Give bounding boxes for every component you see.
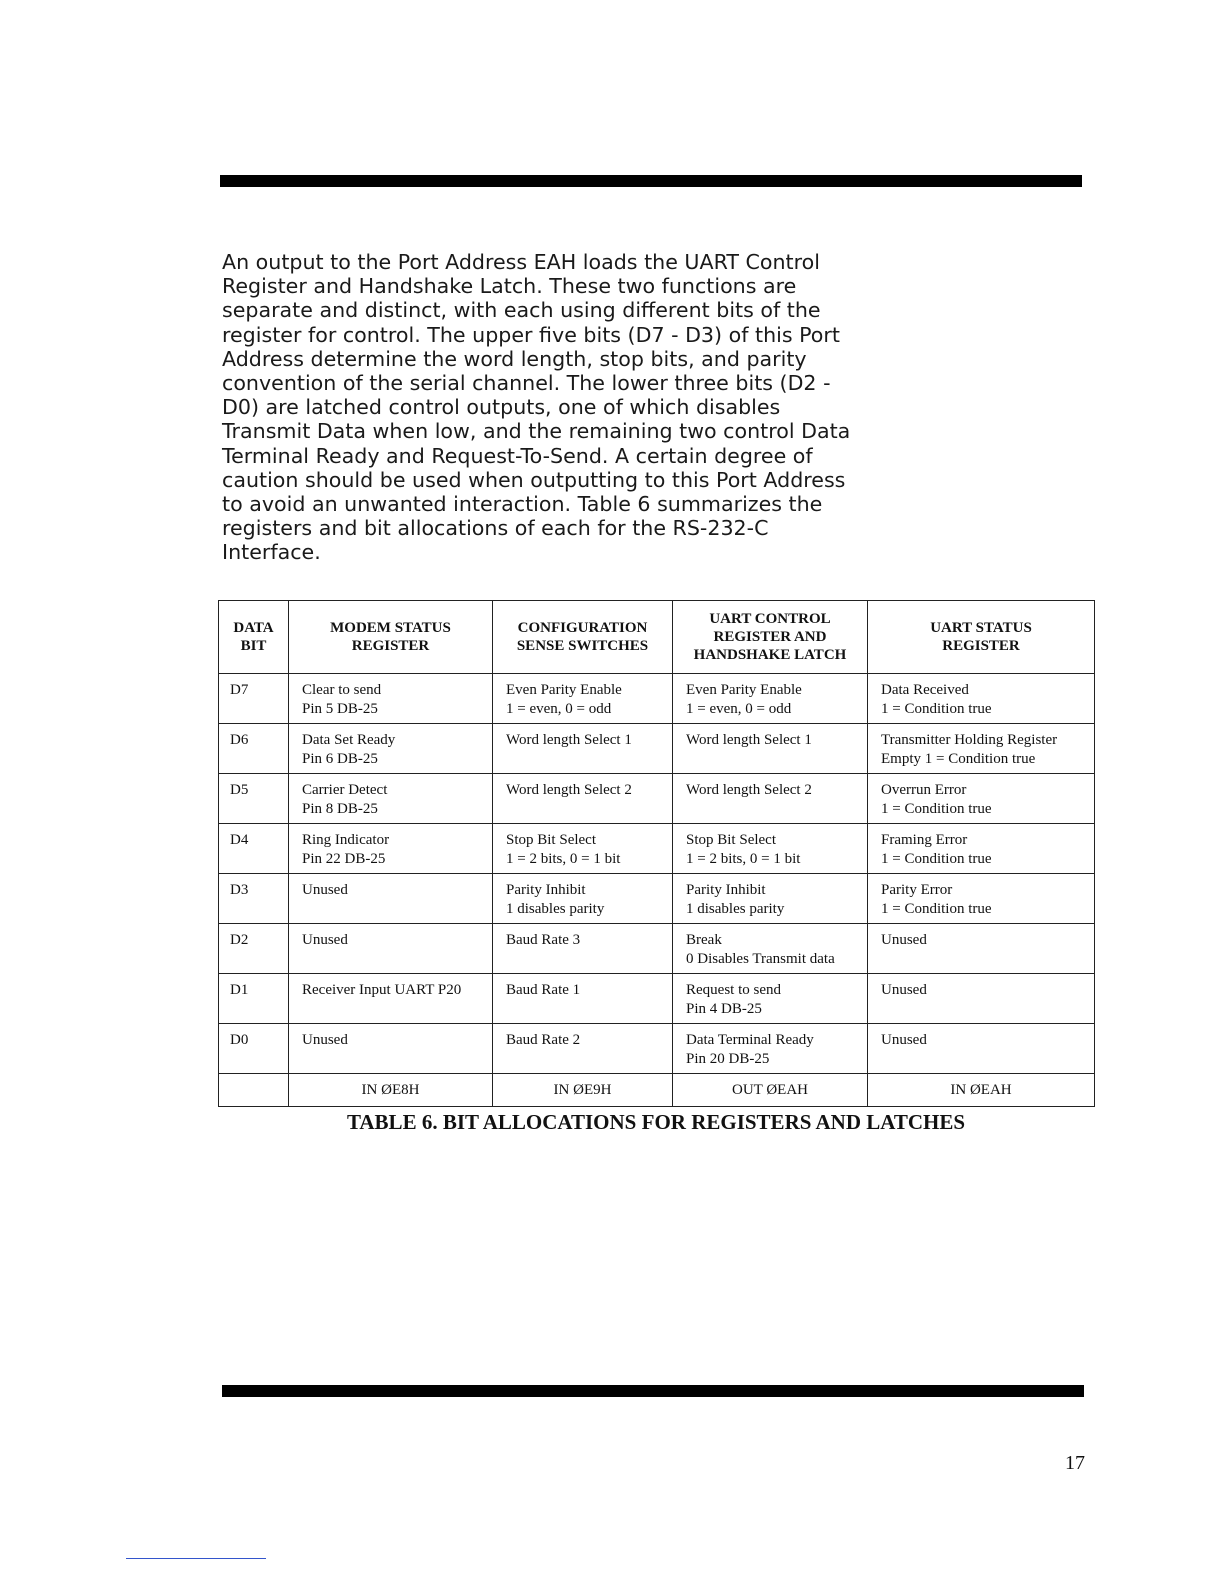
bit-cell: D4: [219, 824, 289, 874]
footer-link-line: [126, 1558, 266, 1559]
bit-cell: D0: [219, 1024, 289, 1074]
uart-control-cell: Word length Select 1: [673, 724, 868, 774]
config-cell: Baud Rate 2: [493, 1024, 673, 1074]
table-footer-row: [219, 1074, 1095, 1107]
config-cell: Parity Inhibit 1 disables parity: [493, 874, 673, 924]
header-data-bit: DATA BIT: [219, 601, 289, 674]
footer-uart-control-port: OUT ØEAH: [673, 1074, 868, 1107]
config-cell: Word length Select 1: [493, 724, 673, 774]
intro-paragraph: An output to the Port Address EAH loads the UART Control Register and Handshake Latch. These two functions are separate and distinct, with each using different bits of the register for control. The upper five bits (D7 - D3) of this Port Address determine the word length, stop bits, and parity convention of the serial channel. The lower three bits (D2 - D0) are latched control outputs, one of which disables Transmit Data when low, and the remaining two control Data Terminal Ready and Request-To-Send. A certain degree of caution should be used when outputting to this Port Address to avoid an unwanted interaction. Table 6 summarizes the registers and bit allocations of each for the RS-232-C Interface.: [222, 250, 851, 565]
uart-control-cell: Even Parity Enable 1 = even, 0 = odd: [673, 674, 868, 724]
config-cell: Baud Rate 3: [493, 924, 673, 974]
modem-cell: Ring Indicator Pin 22 DB-25: [289, 824, 493, 874]
bit-cell: D2: [219, 924, 289, 974]
config-cell: Even Parity Enable 1 = even, 0 = odd: [493, 674, 673, 724]
config-cell: Stop Bit Select 1 = 2 bits, 0 = 1 bit: [493, 824, 673, 874]
modem-cell: Unused: [289, 874, 493, 924]
page-number: 17: [1065, 1452, 1085, 1474]
bottom-rule: [222, 1385, 1084, 1397]
bit-cell: D5: [219, 774, 289, 824]
header-uart-control: UART CONTROL REGISTER AND HANDSHAKE LATCH: [673, 601, 868, 674]
uart-status-cell: Overrun Error 1 = Condition true: [868, 774, 1095, 824]
table-row: [219, 724, 1095, 774]
modem-cell: Carrier Detect Pin 8 DB-25: [289, 774, 493, 824]
modem-cell: Unused: [289, 1024, 493, 1074]
bit-cell: D6: [219, 724, 289, 774]
uart-control-cell: Request to send Pin 4 DB-25: [673, 974, 868, 1024]
table-row: [219, 774, 1095, 824]
uart-status-cell: Unused: [868, 974, 1095, 1024]
uart-status-cell: Framing Error 1 = Condition true: [868, 824, 1095, 874]
config-cell: Baud Rate 1: [493, 974, 673, 1024]
modem-cell: Unused: [289, 924, 493, 974]
table-row: [219, 974, 1095, 1024]
modem-cell: Data Set Ready Pin 6 DB-25: [289, 724, 493, 774]
table-row: [219, 924, 1095, 974]
header-configuration: CONFIGURATION SENSE SWITCHES: [493, 601, 673, 674]
uart-control-cell: Parity Inhibit 1 disables parity: [673, 874, 868, 924]
uart-status-cell: Transmitter Holding Register Empty 1 = Condition true: [868, 724, 1095, 774]
uart-status-cell: Data Received 1 = Condition true: [868, 674, 1095, 724]
uart-control-cell: Word length Select 2: [673, 774, 868, 824]
top-rule: [220, 175, 1082, 187]
uart-control-cell: Break 0 Disables Transmit data: [673, 924, 868, 974]
uart-control-cell: Data Terminal Ready Pin 20 DB-25: [673, 1024, 868, 1074]
table-row: [219, 1024, 1095, 1074]
modem-cell: Receiver Input UART P20: [289, 974, 493, 1024]
footer-uart-status-port: IN ØEAH: [868, 1074, 1095, 1107]
bit-cell: D1: [219, 974, 289, 1024]
config-cell: Word length Select 2: [493, 774, 673, 824]
bit-allocation-table: [218, 600, 1095, 1107]
table-row: [219, 824, 1095, 874]
header-modem-status: MODEM STATUS REGISTER: [289, 601, 493, 674]
uart-control-cell: Stop Bit Select 1 = 2 bits, 0 = 1 bit: [673, 824, 868, 874]
footer-modem-port: IN ØE8H: [289, 1074, 493, 1107]
table-row: [219, 874, 1095, 924]
uart-status-cell: Unused: [868, 1024, 1095, 1074]
table-header-row: [219, 601, 1095, 674]
bit-cell: D3: [219, 874, 289, 924]
modem-cell: Clear to send Pin 5 DB-25: [289, 674, 493, 724]
footer-config-port: IN ØE9H: [493, 1074, 673, 1107]
uart-status-cell: Parity Error 1 = Condition true: [868, 874, 1095, 924]
header-uart-status: UART STATUS REGISTER: [868, 601, 1095, 674]
table-row: [219, 674, 1095, 724]
uart-status-cell: Unused: [868, 924, 1095, 974]
bit-cell: D7: [219, 674, 289, 724]
footer-data-bit: [219, 1074, 289, 1107]
table-caption: TABLE 6. BIT ALLOCATIONS FOR REGISTERS AND LATCHES: [346, 1110, 966, 1134]
